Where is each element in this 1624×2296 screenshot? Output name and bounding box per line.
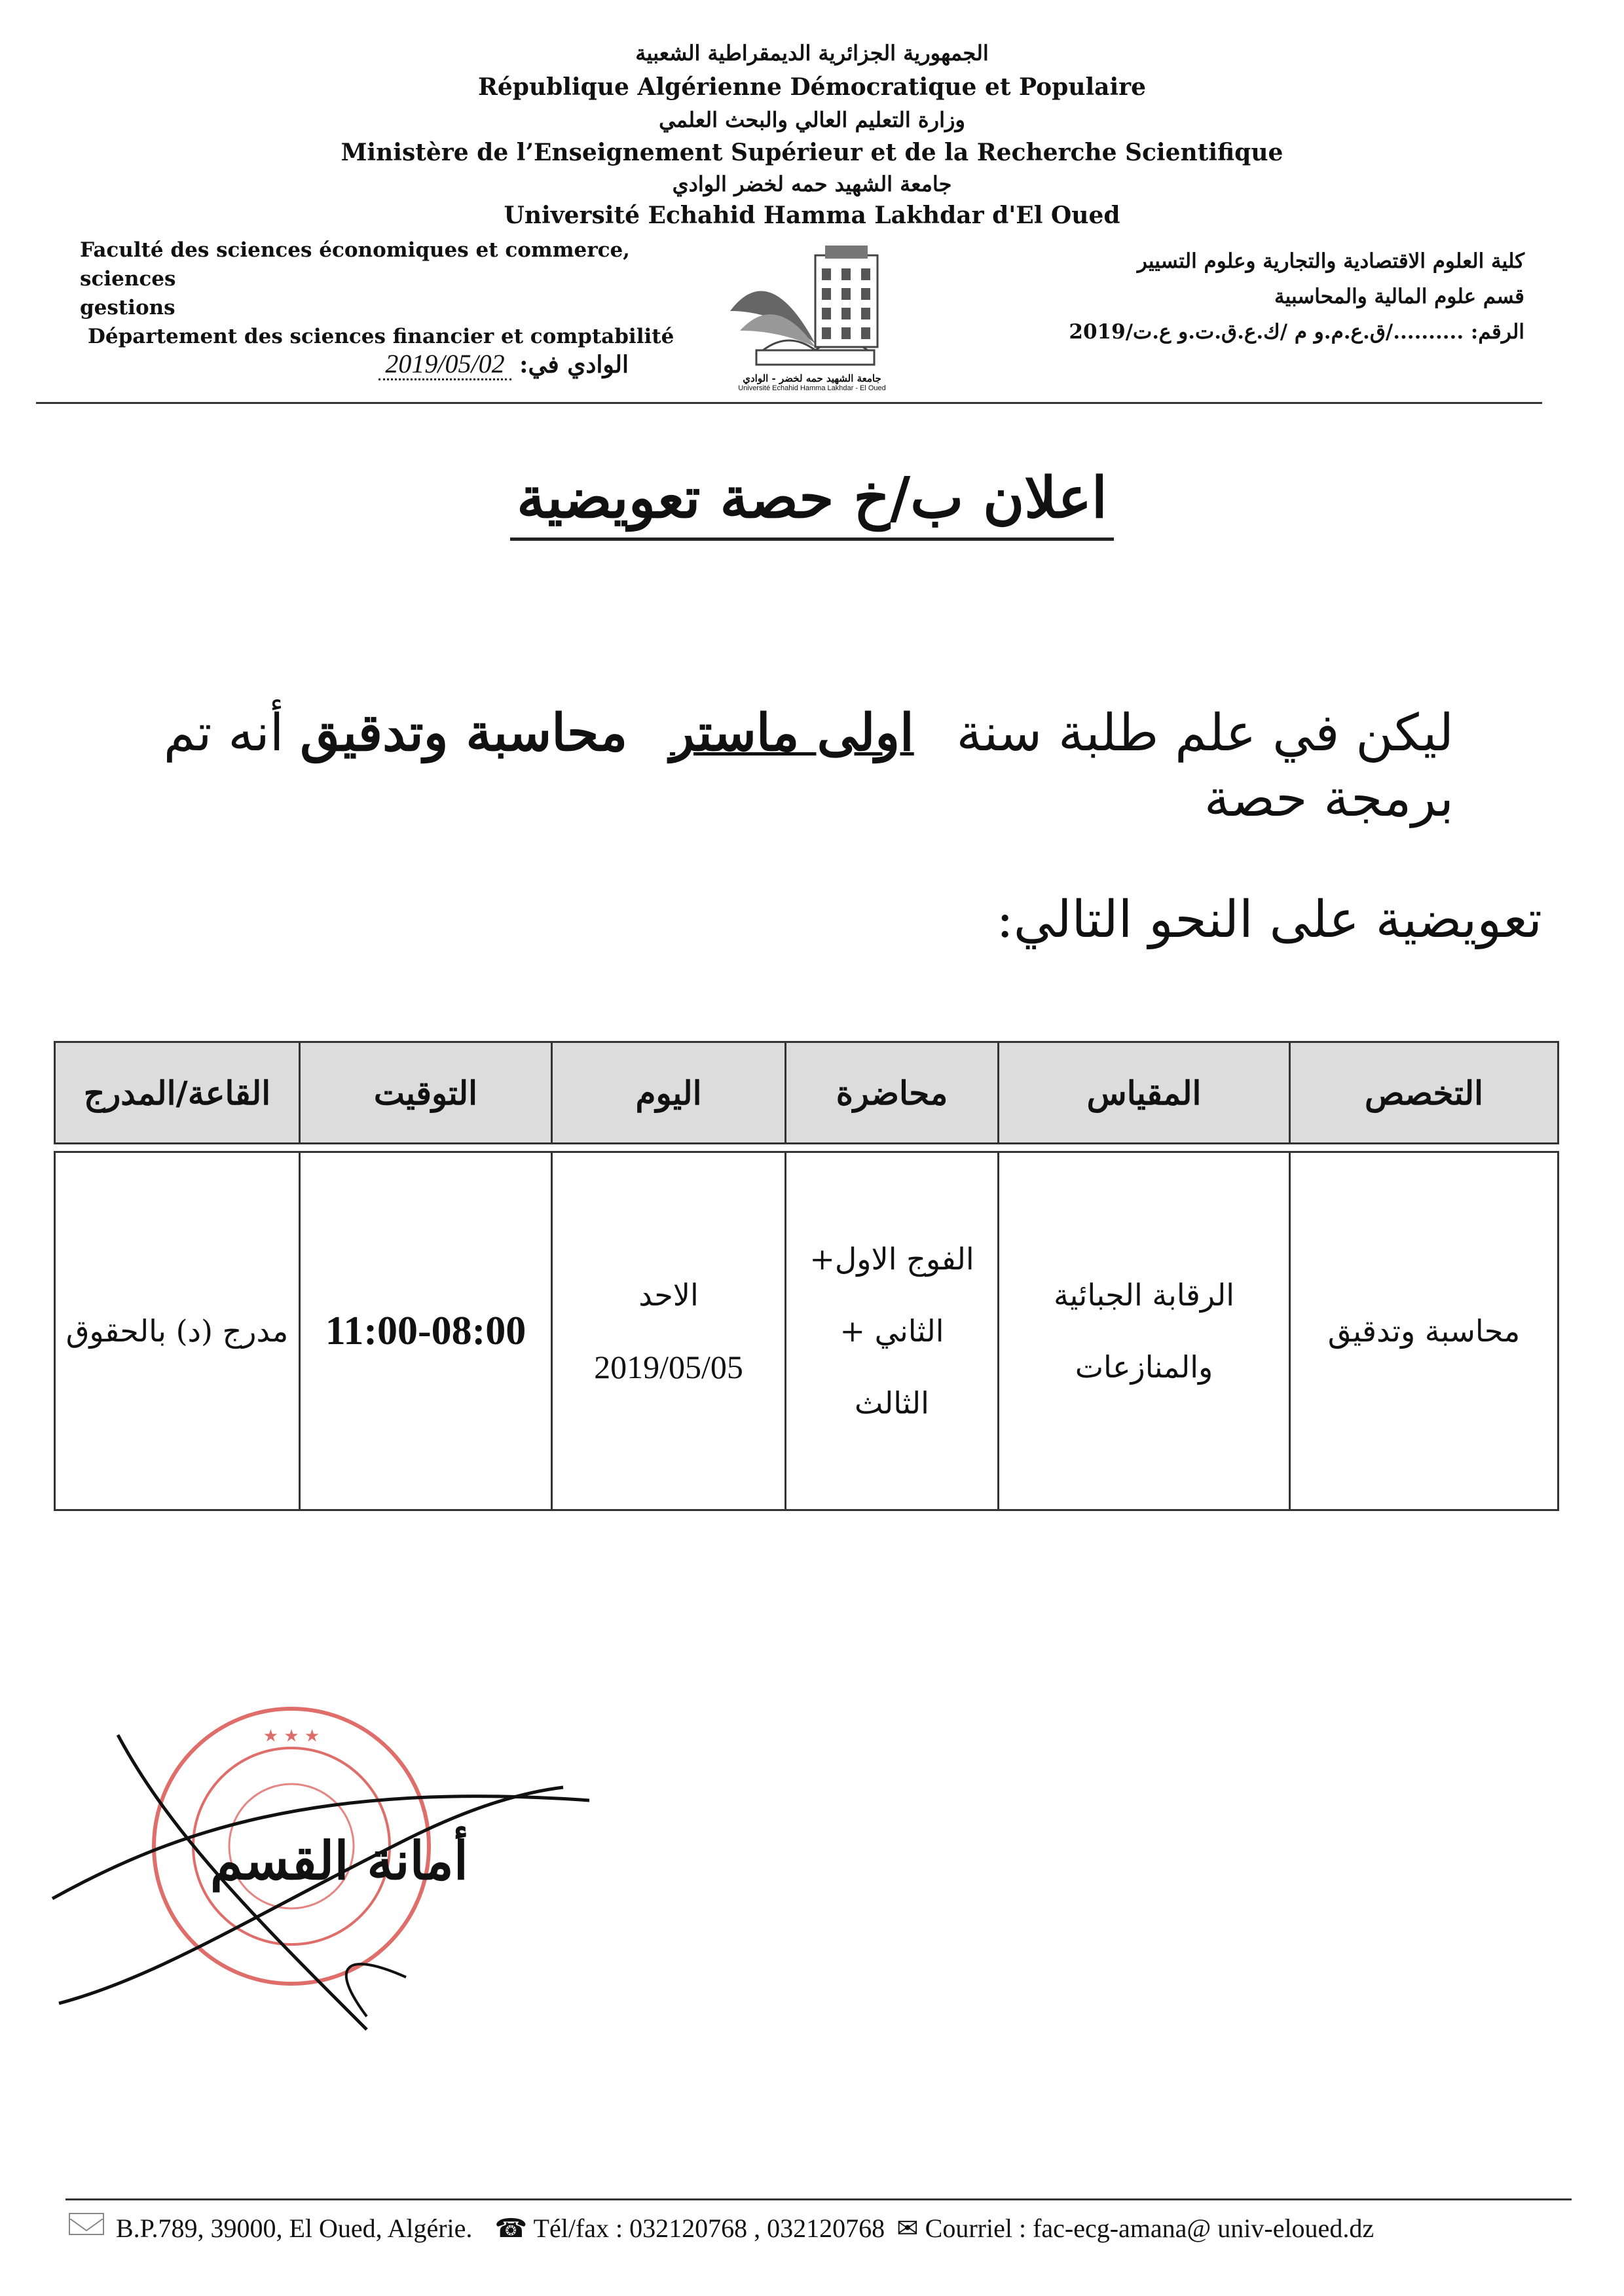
faculty-fr-line1: Faculté des sciences économiques et commerce, sciences bbox=[80, 238, 630, 291]
footer bbox=[69, 2213, 1575, 2244]
date-line bbox=[177, 348, 629, 379]
cell-module bbox=[999, 1152, 1290, 1510]
logo-caption-fr: Université Echahid Hamma Lakhdar - El Oued bbox=[738, 384, 886, 392]
day-name: الاحد bbox=[638, 1277, 699, 1313]
header-fr-university: Université Echahid Hamma Lakhdar d'El Oued bbox=[504, 202, 1120, 229]
header-specialty: التخصص bbox=[1290, 1042, 1559, 1144]
cell-groups bbox=[786, 1152, 999, 1510]
header-module: المقياس bbox=[999, 1042, 1290, 1144]
cell-room: مدرج (د) بالحقوق bbox=[55, 1152, 300, 1510]
phone-icon: ☎ bbox=[494, 2214, 528, 2243]
handwritten-signature bbox=[39, 1702, 629, 2043]
header-fr-ministry: Ministère de l’Enseignement Supérieur et de la Recherche Scientifique bbox=[341, 139, 1283, 166]
table-gap bbox=[55, 1144, 1559, 1152]
body-specialty: محاسبة وتدقيق bbox=[300, 703, 628, 763]
university-logo-icon bbox=[717, 232, 907, 370]
header-time: التوقيت bbox=[300, 1042, 552, 1144]
table-row bbox=[55, 1152, 1559, 1510]
footer-divider bbox=[65, 2198, 1572, 2200]
body-line-2: تعويضية على النحو التالي: bbox=[996, 890, 1542, 949]
date-label: الوادي في: bbox=[519, 351, 629, 378]
footer-email: Courriel : fac-ecg-amana@ univ-eloued.dz bbox=[925, 2214, 1375, 2243]
logo-caption-ar: جامعة الشهيد حمه لخضر - الوادي bbox=[743, 373, 881, 384]
faculty-fr-line2: gestions bbox=[80, 296, 175, 319]
module-line1: الرقابة الجبائية bbox=[1054, 1277, 1234, 1313]
body-part2: أنه تم برمجة حصة bbox=[163, 704, 1454, 828]
department-ar: قسم علوم المالية والمحاسبية bbox=[1274, 285, 1524, 308]
header-divider bbox=[36, 402, 1542, 404]
footer-phone: Tél/fax : 032120768 , 032120768 bbox=[533, 2214, 885, 2243]
university-logo bbox=[717, 232, 907, 393]
signature-label: أمانة القسم bbox=[210, 1830, 468, 1891]
module-line2: والمنازعات bbox=[1075, 1349, 1213, 1385]
faculty-ar-block bbox=[935, 244, 1524, 350]
cell-specialty: محاسبة وتدقيق bbox=[1290, 1152, 1559, 1510]
groups-line1: الفوج الاول+ bbox=[809, 1241, 974, 1277]
department-fr: Département des sciences financier et comptabilité bbox=[88, 325, 674, 348]
date-value: 2019/05/02 bbox=[378, 349, 511, 380]
table-header-row bbox=[55, 1042, 1559, 1144]
header-ar-republic: الجمهورية الجزائرية الديمقراطية الشعبية bbox=[635, 41, 989, 65]
header-room: القاعة/المدرج bbox=[55, 1042, 300, 1144]
reference-number: الرقم: ........../ق.ع.م.و م /ك.ع.ق.ت.و ع.ت/2019 bbox=[1069, 320, 1524, 344]
cell-day bbox=[552, 1152, 786, 1510]
faculty-ar: كلية العلوم الاقتصادية والتجارية وعلوم التسيير bbox=[1137, 249, 1524, 273]
schedule-table bbox=[54, 1041, 1559, 1511]
header-fr-republic: République Algérienne Démocratique et Populaire bbox=[477, 73, 1147, 101]
header-ar-ministry: وزارة التعليم العالي والبحث العلمي bbox=[659, 107, 965, 132]
title-wrap bbox=[0, 465, 1624, 541]
groups-line2: الثاني + bbox=[840, 1313, 944, 1349]
mail-icon bbox=[69, 2213, 104, 2235]
faculty-fr-block bbox=[80, 236, 709, 351]
announcement-title: اعلان ب/خ حصة تعويضية bbox=[510, 465, 1114, 541]
footer-address: B.P.789, 39000, El Oued, Algérie. bbox=[116, 2214, 473, 2243]
header-ar-university: جامعة الشهيد حمه لخضر الوادي bbox=[672, 172, 952, 196]
day-date: 2019/05/05 bbox=[594, 1349, 743, 1385]
body-level: اولى ماستر bbox=[669, 703, 914, 763]
header-lecture: محاضرة bbox=[786, 1042, 999, 1144]
body-line-1 bbox=[79, 701, 1454, 831]
body-part1: ليكن في علم طلبة سنة bbox=[956, 704, 1454, 763]
groups-line3: الثالث bbox=[855, 1385, 929, 1421]
header-day: اليوم bbox=[552, 1042, 786, 1144]
cell-time: 11:00-08:00 bbox=[300, 1152, 552, 1510]
svg-text:★ ★ ★: ★ ★ ★ bbox=[263, 1726, 320, 1746]
email-icon: ✉ bbox=[896, 2214, 919, 2243]
signature-scribble-icon bbox=[39, 1702, 629, 2043]
